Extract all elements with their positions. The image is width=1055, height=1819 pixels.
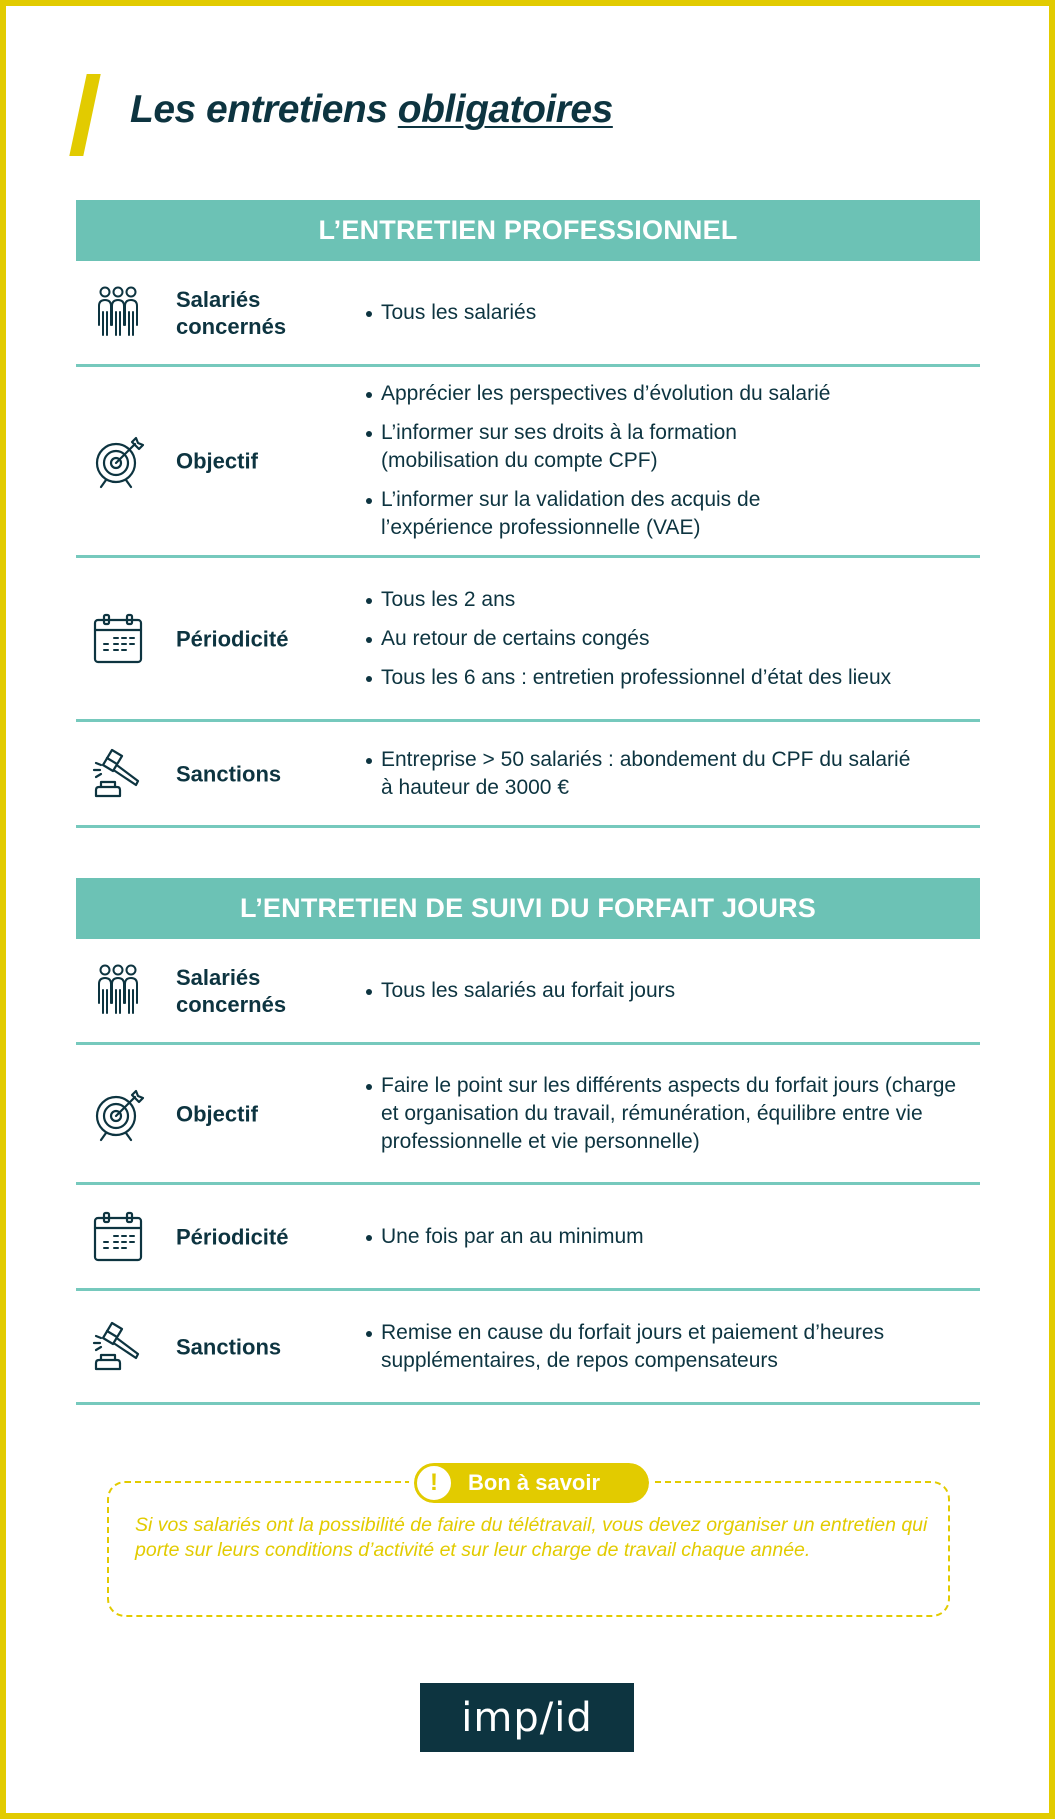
row-label: Périodicité bbox=[176, 626, 289, 651]
section-suivi-forfait-jours bbox=[76, 878, 980, 1405]
row-salaries-concernes bbox=[76, 261, 980, 367]
calendar-icon bbox=[90, 1209, 146, 1265]
page-title-underlined: obligatoires bbox=[397, 88, 613, 131]
row-label: Sanctions bbox=[176, 761, 282, 786]
section-header: L’ENTRETIEN DE SUIVI DU FORFAIT JOURS bbox=[76, 878, 980, 939]
row-objectif bbox=[76, 367, 980, 558]
row-content bbox=[364, 746, 964, 802]
callout-text: Si vos salariés ont la possibilité de faire du télétravail, vous devez organiser un entretien qui porte sur leurs conditions d’activité et sur leur charge de travail chaque année. bbox=[135, 1514, 928, 1561]
page-title-plain: Les entretiens bbox=[130, 88, 398, 131]
list-item: Tous les 2 ans bbox=[364, 586, 964, 614]
row-content bbox=[364, 1319, 964, 1375]
row-content bbox=[364, 977, 964, 1005]
people-icon bbox=[90, 963, 146, 1019]
section-header: L’ENTRETIEN PROFESSIONNEL bbox=[76, 200, 980, 261]
row-content bbox=[364, 1223, 964, 1251]
row-sanctions bbox=[76, 1291, 980, 1405]
row-periodicite bbox=[76, 558, 980, 722]
target-icon bbox=[90, 1086, 146, 1142]
callout-badge bbox=[414, 1463, 649, 1503]
row-label: Salariés concernés bbox=[176, 964, 287, 1017]
exclamation-icon: ! bbox=[414, 1463, 454, 1503]
row-label: Salariés concernés bbox=[176, 286, 287, 339]
list-item: Tous les salariés au forfait jours bbox=[364, 977, 964, 1005]
calendar-icon bbox=[90, 611, 146, 667]
gavel-icon bbox=[90, 1319, 146, 1375]
row-sanctions bbox=[76, 722, 980, 828]
list-item: Apprécier les perspectives d’évolution du salarié bbox=[364, 380, 964, 408]
row-content bbox=[364, 586, 964, 692]
row-objectif bbox=[76, 1045, 980, 1185]
list-item: L’informer sur ses droits à la formation (mobilisation du compte CPF) bbox=[364, 419, 834, 475]
list-item: Faire le point sur les différents aspects du forfait jours (charge et organisation du travail, rémunération, équilibre entre vie professionnelle et vie personnelle) bbox=[364, 1072, 964, 1156]
section-entretien-professionnel bbox=[76, 200, 980, 828]
callout-badge-label: Bon à savoir bbox=[468, 1470, 601, 1495]
row-label: Périodicité bbox=[176, 1224, 289, 1249]
list-item: L’informer sur la validation des acquis de l’expérience professionnelle (VAE) bbox=[364, 486, 854, 542]
list-item: Remise en cause du forfait jours et paiement d’heures supplémentaires, de repos compensateurs bbox=[364, 1319, 924, 1375]
row-content bbox=[364, 1072, 964, 1156]
page-title bbox=[130, 88, 613, 132]
row-label: Objectif bbox=[176, 448, 258, 474]
row-salaries-concernes bbox=[76, 939, 980, 1045]
row-periodicite bbox=[76, 1185, 980, 1291]
list-item: Au retour de certains congés bbox=[364, 625, 964, 653]
people-icon bbox=[90, 285, 146, 341]
row-content bbox=[364, 299, 964, 327]
list-item: Une fois par an au minimum bbox=[364, 1223, 964, 1251]
gavel-icon bbox=[90, 746, 146, 802]
row-label: Sanctions bbox=[176, 1334, 282, 1359]
list-item: Tous les 6 ans : entretien professionnel d’état des lieux bbox=[364, 664, 924, 692]
list-item: Tous les salariés bbox=[364, 299, 964, 327]
callout-bon-a-savoir bbox=[107, 1469, 950, 1617]
implid-logo: imp/id bbox=[420, 1683, 634, 1752]
row-label: Objectif bbox=[176, 1101, 258, 1126]
list-item: Entreprise > 50 salariés : abondement du CPF du salarié à hauteur de 3000 € bbox=[364, 746, 924, 802]
target-icon bbox=[90, 433, 146, 489]
row-content bbox=[364, 380, 964, 542]
